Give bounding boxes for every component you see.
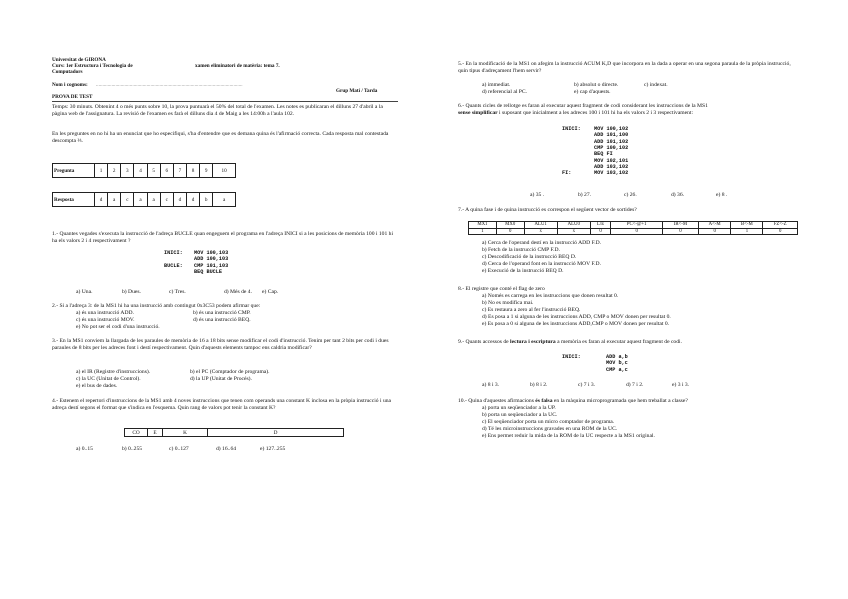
option[interactable]: b) 27.	[578, 192, 592, 198]
code-instruction: ADD 101,100	[594, 132, 629, 139]
question-7-text: 7.- A quina fase i de quina instrucció es correspon el següent vector de sortides?	[458, 207, 637, 213]
question-10-text	[458, 398, 688, 405]
vector-value: 0	[763, 228, 798, 235]
option[interactable]: e) 127..255	[260, 446, 286, 452]
format-field-co: CO	[125, 429, 148, 437]
option[interactable]: a) és una instrucció ADD.	[76, 310, 134, 316]
option[interactable]: d) Es posa a 1 si alguna de les instruccions ADD, CMP o MOV donen per resultat 0.	[482, 314, 671, 320]
format-field-d: D	[208, 429, 344, 437]
university-name: Universitat de GIRONA	[52, 57, 106, 63]
question-10-text-b: en la màquina microprogramada que hem treballat a classe?	[552, 398, 688, 404]
output-vector-values	[469, 228, 798, 235]
group-label: Grup Matí / Tarda	[336, 88, 378, 94]
vector-header: FZ<-Z	[763, 222, 798, 229]
option[interactable]: c) 26.	[624, 192, 637, 198]
question-2-text: 2.- Si a l'adreça 3: de la MS1 hi ha una instrucció amb contingut 0x3C53 podem afirmar que:	[52, 303, 261, 309]
option[interactable]: d) referencial al PC.	[482, 89, 528, 95]
answer-cell[interactable]: d	[173, 193, 186, 207]
vector-value: x	[524, 228, 557, 235]
intro-paragraph-2: En les preguntes en no hi ha un enunciat que ho especifiqui, s'ha d'entendre que es demana quina és l'afirmació correcta. Cada resposta mal contestada descompta ⅓.	[52, 131, 389, 144]
option[interactable]: d) 36.	[671, 192, 685, 198]
output-vector-table	[468, 221, 798, 235]
vector-header: B<-M	[731, 222, 763, 229]
vector-value: 0	[611, 228, 663, 235]
code-label: INICI:	[164, 250, 183, 256]
code-label: INICI:	[562, 354, 581, 360]
option[interactable]: e) 8 .	[716, 192, 728, 198]
vector-header: L/E	[590, 222, 610, 229]
answer-cell[interactable]: a	[213, 193, 236, 207]
option[interactable]: b) el PC (Comptador de programa).	[190, 369, 270, 375]
question-10-text-a: 10.- Quina d'aquestes afirmacions	[458, 398, 536, 404]
option[interactable]: a) Només es carrega en les instruccions que donen resultat 0.	[482, 293, 619, 299]
vector-value: 1	[731, 228, 763, 235]
code-label: FI:	[562, 170, 572, 177]
format-field-k: K	[163, 429, 208, 437]
question-6-text	[458, 103, 800, 117]
code-label: INICI:	[562, 126, 581, 132]
option[interactable]: d) és una instrucció BEQ.	[193, 317, 251, 323]
answer-cell[interactable]: a	[147, 193, 160, 207]
vector-value: 1	[469, 228, 497, 235]
exam-title: xamen eliminatori de matèria: tema 7.	[195, 63, 280, 69]
option[interactable]: a) el IR (Registre d'instruccions).	[76, 369, 151, 375]
vector-header: MX0	[496, 222, 524, 229]
option[interactable]: b) és una instrucció CMP.	[193, 310, 251, 316]
code-instruction: ADD 101,102	[594, 138, 629, 145]
code-instruction: MOV 103,102	[594, 170, 629, 177]
option[interactable]: d) Més de 4.	[224, 289, 252, 295]
option[interactable]: d) Té les microinstruccions gravades en una ROM de la UC.	[482, 426, 618, 432]
question-number: 5	[147, 164, 160, 178]
question-8-text: 8.- El registre que conté el flag de zero	[458, 286, 545, 292]
question-6-line-1: 6.- Quants cicles de rellotge es faran al executar aquest fragment de codi considerant les instruccions de la MS1	[458, 103, 708, 109]
name-line: .................................................................................................................	[96, 82, 243, 88]
question-9-text	[458, 339, 682, 346]
option[interactable]: e) Ens permet reduir la mida de la ROM de la UC respecte a la MS1 original.	[482, 433, 655, 439]
question-3-text: 3.- En la MS1 conviem la llargada de les paraules de memòria de 16 a 18 bits sense modificar el codi d'instrucció. Tenim per tant 2 bits per codi i dues paraules de 8 bits per les adreces font i destí respectivament. Quin d'aquests elements tampoc ens caldria modificar?	[52, 338, 389, 351]
question-number: 6	[160, 164, 173, 178]
answer-cell[interactable]: c	[160, 193, 173, 207]
option[interactable]: d) Cerca de l'operand font en la instrucció MOV F.D.	[482, 261, 601, 267]
vector-header: ALU1	[524, 222, 557, 229]
question-6-line-2-rest: i suposant que inicialment a les adreces 100 i 101 hi ha els valors 2 i 3 respectivament:	[497, 109, 694, 116]
option[interactable]: a) 8 i 3.	[482, 382, 500, 388]
question-number: 9	[200, 164, 213, 178]
code-instruction: ADD 100,103	[194, 256, 229, 263]
answer-cell[interactable]: b	[200, 193, 213, 207]
option[interactable]: e) 3 i 3.	[672, 382, 690, 388]
option[interactable]: e) No pot ser el codi d'una instrucció.	[76, 324, 160, 330]
vector-header: MX1	[469, 222, 497, 229]
option[interactable]: b) No es modifica mai.	[482, 300, 534, 306]
option[interactable]: e) Es posa a 0 si alguna de les instruccions ADD,CMP o MOV donen per resultat 0.	[482, 321, 670, 327]
code-instruction: CMP 101,103	[194, 262, 229, 269]
answer-cell[interactable]: c	[121, 193, 134, 207]
option[interactable]: c) indexat.	[644, 82, 668, 88]
option[interactable]: b) absolut o directe.	[574, 82, 619, 88]
question-10-emphasis: és falsa	[535, 398, 553, 404]
option[interactable]: c) Tres.	[169, 289, 186, 295]
vector-header: A<-M	[698, 222, 731, 229]
question-4-text: 4.- Estenem el repertori d'instruccions de la MS1 amb 4 noves instruccions que tenen com operands una constant K inclosa en la pròpia instrucció i una adreça destí segons el format que s'indica en l'esquema. Quin rang de valors pot tenir la constant K?	[52, 398, 392, 411]
option[interactable]: b) Fetch de la instrucció CMP F.D.	[482, 247, 560, 253]
vector-value: 0	[590, 228, 610, 235]
question-number: 7	[173, 164, 186, 178]
code-instruction: ADD 103,102	[594, 163, 629, 170]
option[interactable]: a) Cerca de l'operand destí en la instrucció ADD F.D.	[482, 240, 602, 246]
option[interactable]: a) Una.	[76, 289, 93, 295]
option[interactable]: a) 35 .	[530, 192, 545, 198]
vector-header: IR<-M	[663, 222, 699, 229]
vector-value: 0	[698, 228, 731, 235]
option[interactable]: e) Execució de la instrucció BEQ D.	[482, 268, 564, 274]
answer-cell[interactable]: a	[108, 193, 121, 207]
option[interactable]: b) porta un seqüenciador a la UC.	[482, 412, 558, 418]
option[interactable]: c) 0..127	[169, 446, 189, 452]
answers-table	[52, 163, 236, 207]
question-5-text: 5.- En la modificació de la MS1 on afegim la instrucció ACUM K,D que incorpora en la dada a operar en una segona paraula de la pròpia instrucció, quin tipus d'adreçament l'hem servir?	[458, 61, 791, 74]
question-9-text-b: a memòria es faran al executar aquest fragment de codi.	[555, 339, 682, 345]
code-instruction: ADD a,b	[606, 354, 628, 360]
option[interactable]: d) la UP (Unitat de Procés).	[190, 376, 252, 382]
vector-value: 0	[663, 228, 699, 235]
answer-cell[interactable]: d	[95, 193, 108, 207]
question-1-text: 1.- Quantes vegades s'executa la instrucció de l'adreça BUCLE quan engeguem el programa en l'adreça INICI si a les posicions de memòria 100 i 101 hi ha els valors 2 i 4 respectivament ?	[52, 231, 394, 244]
option[interactable]: b) 0..255	[122, 446, 143, 452]
option[interactable]: c) El seqüenciador porta un micro comptador de programa.	[482, 419, 615, 425]
test-title: PROVA DE TEST	[52, 94, 93, 100]
option[interactable]: c) 7 i 3.	[578, 382, 596, 388]
code-instruction: MOV 102,101	[594, 157, 629, 164]
course-name: Curs: 1er Estructura i Tecnologia de Computadors	[52, 63, 133, 76]
option[interactable]: b) 8 i 2.	[530, 382, 548, 388]
option[interactable]: c) Es restaura a zero al fer l'instrucció BEQ.	[482, 307, 581, 313]
option[interactable]: d) 16..64	[216, 446, 237, 452]
code-instruction: BEQ FI	[594, 151, 613, 158]
question-number: 3	[121, 164, 134, 178]
header-rule	[52, 101, 398, 102]
question-number: 1	[95, 164, 108, 178]
code-instruction: CMP a,c	[606, 366, 628, 373]
answers-table-header-question: Pregunta	[53, 164, 95, 178]
option[interactable]: c) és una instrucció MOV.	[76, 317, 135, 323]
instruction-format-table	[124, 428, 344, 437]
option[interactable]: e) cap d'aquests.	[574, 89, 611, 95]
name-label: Nom i cognoms:	[52, 82, 88, 88]
code-instruction: BEQ BUCLE	[194, 268, 223, 275]
answer-cell[interactable]: d	[186, 193, 199, 207]
question-number: 8	[186, 164, 199, 178]
option[interactable]: d) 7 i 2.	[626, 382, 644, 388]
vector-header: ALU0	[557, 222, 590, 229]
question-6-emphasis: sense simplificar	[458, 109, 498, 116]
question-number: 10	[213, 164, 236, 178]
vector-header: PC<-@+1	[611, 222, 663, 229]
code-instruction: CMP 100,102	[594, 144, 629, 151]
code-instruction: MOV b,c	[606, 360, 628, 367]
code-instruction: MOV 100,102	[594, 126, 629, 132]
option[interactable]: b) Dues.	[122, 289, 141, 295]
answer-cell[interactable]: a	[134, 193, 147, 207]
answers-table-row-questions	[53, 164, 236, 178]
option[interactable]: a) 0..15	[76, 446, 93, 452]
option[interactable]: a) porta un seqüenciador a la UP.	[482, 405, 556, 411]
code-label: BUCLE:	[164, 262, 183, 269]
question-9-text-a: 9.- Quants accessos de	[458, 339, 511, 345]
code-instruction: MOV 100,103	[194, 250, 229, 256]
question-6-line-2	[458, 110, 800, 117]
format-field-e: E	[148, 429, 163, 437]
intro-paragraph-1: Temps: 30 minuts. Obtenint 4 o més punts sobre 10, la prova puntuarà el 50% del total de l'examen. Les notes es publicaran el dilluns 27 d'abril a la pàgina web de l'assignatura. La revisió de l'examen es farà el dilluns dia 4 de Maig a les 14:00h a l'aula 102.	[52, 104, 383, 117]
option[interactable]: c) Descodificació de la instrucció BEQ D.	[482, 254, 577, 260]
question-number: 2	[108, 164, 121, 178]
option[interactable]: a) immediat.	[482, 82, 511, 88]
question-9-emphasis: lectura i escriptura	[510, 339, 556, 345]
option[interactable]: e) el bus de dades.	[76, 383, 118, 389]
answers-table-header-answer: Resposta	[53, 193, 95, 207]
answers-table-row-answers	[53, 193, 236, 207]
answers-table-spacer	[53, 178, 236, 193]
vector-value: x	[557, 228, 590, 235]
option[interactable]: c) la UC (Unitat de Control).	[76, 376, 141, 382]
option[interactable]: e) Cap.	[262, 289, 279, 295]
question-number: 4	[134, 164, 147, 178]
vector-value: 0	[496, 228, 524, 235]
